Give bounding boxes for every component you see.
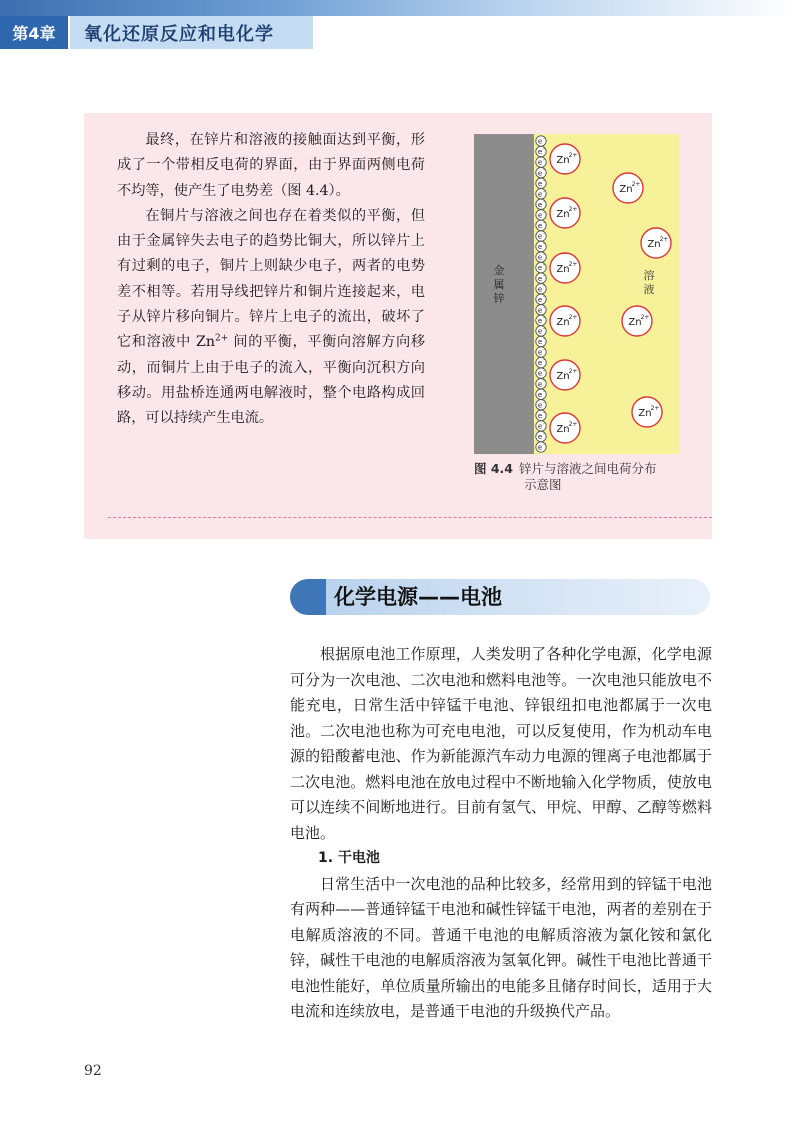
svg-text:e: e bbox=[537, 285, 543, 294]
reading-box-text bbox=[117, 128, 425, 432]
svg-text:溶: 溶 bbox=[643, 269, 655, 282]
electron bbox=[536, 431, 546, 442]
svg-text:Zn: Zn bbox=[638, 408, 652, 419]
svg-text:-: - bbox=[543, 357, 545, 364]
svg-text:Zn: Zn bbox=[556, 209, 570, 220]
svg-text:-: - bbox=[543, 441, 545, 448]
page-number: 92 bbox=[84, 1063, 102, 1079]
svg-text:-: - bbox=[543, 293, 545, 300]
svg-text:属: 属 bbox=[493, 278, 505, 291]
svg-text:-: - bbox=[543, 346, 545, 353]
reading-paragraph-1: 最终，在锌片和溶液的接触面达到平衡，形成了一个带相反电荷的界面，由于界面两侧电荷不均等，使产生了电势差（图 4.4）。 bbox=[117, 132, 425, 199]
svg-text:e: e bbox=[537, 433, 543, 442]
svg-text:e: e bbox=[537, 295, 543, 304]
svg-text:e: e bbox=[537, 380, 543, 389]
svg-text:-: - bbox=[543, 156, 545, 163]
svg-text:e: e bbox=[537, 148, 543, 157]
svg-text:e: e bbox=[537, 422, 543, 431]
zinc-ion bbox=[550, 253, 580, 283]
zinc-ion bbox=[613, 173, 643, 203]
electron bbox=[536, 199, 546, 210]
metal-zinc-label bbox=[494, 263, 505, 305]
svg-text:-: - bbox=[543, 409, 545, 416]
svg-text:e: e bbox=[537, 264, 543, 273]
svg-text:e: e bbox=[537, 222, 543, 231]
svg-text:e: e bbox=[537, 274, 543, 283]
figure-number: 图 4.4 bbox=[474, 461, 513, 476]
svg-text:-: - bbox=[543, 378, 545, 385]
svg-text:e: e bbox=[537, 169, 543, 178]
electron bbox=[536, 252, 546, 263]
electron bbox=[536, 262, 546, 273]
svg-text:-: - bbox=[543, 177, 545, 184]
electron bbox=[536, 304, 546, 315]
svg-text:-: - bbox=[543, 198, 545, 205]
main-paragraph-2: 日常生活中一次电池的品种比较多，经常用到的锌锰干电池有两种——普通锌锰干电池和碱性锌锰干电池，两者的差别在于电解质溶液的不同。普通干电池的电解质溶液为氯化铵和氯化锌，碱性干电池的电解质溶液为氢氧化钾。碱性干电池比普通干电池性能好，单位质量所输出的电能多且储存时间长，适用于大电流和连续放电，是普通干电池的升级换代产品。 bbox=[290, 874, 712, 1020]
svg-text:e: e bbox=[537, 316, 543, 325]
svg-text:Zn: Zn bbox=[647, 239, 661, 250]
svg-text:2+: 2+ bbox=[650, 405, 660, 412]
svg-text:Zn: Zn bbox=[556, 264, 570, 275]
svg-text:e: e bbox=[537, 200, 543, 209]
svg-text:2+: 2+ bbox=[631, 181, 641, 188]
section-title: 化学电源——电池 bbox=[334, 585, 502, 609]
electron bbox=[536, 294, 546, 305]
svg-text:-: - bbox=[543, 188, 545, 195]
zinc-ion bbox=[550, 360, 580, 390]
svg-text:-: - bbox=[543, 430, 545, 437]
svg-text:2+: 2+ bbox=[568, 261, 578, 268]
svg-text:2+: 2+ bbox=[568, 314, 578, 321]
electron bbox=[536, 325, 546, 336]
svg-text:2+: 2+ bbox=[568, 421, 578, 428]
reading-paragraph-2: 在铜片与溶液之间也存在着类似的平衡，但由于金属锌失去电子的趋势比铜大，所以锌片上有过剩的电子，铜片上则缺少电子，两者的电势差不相等。若用导线把锌片和铜片连接起来，电子从锌片移向铜片。锌片上电子的流出，破坏了它和溶液中 $Zn^{2+}$ 间的平衡，平衡向溶解方向移动，而铜片上由于电子的流入，平衡向沉积方向移动。用盐桥连通两电解液时，整个电路构成回路，可以持续产生电流。 bbox=[117, 207, 426, 427]
svg-text:-: - bbox=[543, 304, 545, 311]
svg-text:金: 金 bbox=[493, 264, 505, 277]
svg-text:e: e bbox=[537, 390, 543, 399]
svg-text:-: - bbox=[543, 283, 545, 290]
svg-text:-: - bbox=[543, 335, 545, 342]
svg-text:e: e bbox=[537, 359, 543, 368]
header-gradient-band bbox=[0, 0, 794, 16]
svg-text:e: e bbox=[537, 211, 543, 220]
svg-text:2+: 2+ bbox=[659, 236, 669, 243]
electron bbox=[536, 157, 546, 168]
svg-text:-: - bbox=[543, 135, 545, 142]
electron bbox=[536, 389, 546, 400]
electron bbox=[536, 136, 546, 147]
svg-text:2+: 2+ bbox=[568, 152, 578, 159]
electron bbox=[536, 357, 546, 368]
svg-text:e: e bbox=[537, 158, 543, 167]
chapter-title: 氧化还原反应和电化学 bbox=[70, 16, 313, 49]
zinc-ion bbox=[622, 306, 652, 336]
electron bbox=[536, 167, 546, 178]
charge-distribution-figure bbox=[474, 134, 679, 454]
svg-text:锌: 锌 bbox=[493, 292, 505, 305]
svg-text:-: - bbox=[543, 146, 545, 153]
figure-caption-line-1: 锌片与溶液之间电荷分布 bbox=[519, 461, 657, 476]
zinc-ion bbox=[550, 413, 580, 443]
svg-text:-: - bbox=[543, 420, 545, 427]
electron bbox=[536, 188, 546, 199]
svg-text:e: e bbox=[537, 369, 543, 378]
svg-text:e: e bbox=[537, 327, 543, 336]
electron bbox=[536, 336, 546, 347]
svg-text:-: - bbox=[543, 219, 545, 226]
electron bbox=[536, 347, 546, 358]
svg-text:e: e bbox=[537, 348, 543, 357]
zinc-ion bbox=[641, 228, 671, 258]
electron bbox=[536, 220, 546, 231]
section-title-accent bbox=[290, 579, 326, 615]
svg-text:2+: 2+ bbox=[568, 368, 578, 375]
electron bbox=[536, 230, 546, 241]
svg-text:2+: 2+ bbox=[640, 314, 650, 321]
svg-text:e: e bbox=[537, 253, 543, 262]
svg-text:-: - bbox=[543, 209, 545, 216]
svg-text:-: - bbox=[543, 325, 545, 332]
electron bbox=[536, 442, 546, 453]
electron bbox=[536, 420, 546, 431]
svg-text:-: - bbox=[543, 262, 545, 269]
zn-ion-text: $Zn^{2+}$ bbox=[196, 333, 229, 351]
svg-text:e: e bbox=[537, 232, 543, 241]
svg-text:e: e bbox=[537, 179, 543, 188]
svg-text:-: - bbox=[543, 230, 545, 237]
svg-text:e: e bbox=[537, 190, 543, 199]
svg-text:e: e bbox=[537, 137, 543, 146]
chapter-label: 第4章 bbox=[0, 16, 68, 49]
svg-text:Zn: Zn bbox=[556, 424, 570, 435]
svg-text:e: e bbox=[537, 443, 543, 452]
electron bbox=[536, 273, 546, 284]
main-text bbox=[290, 642, 712, 1025]
svg-text:-: - bbox=[543, 388, 545, 395]
reading-box-divider bbox=[108, 517, 712, 518]
svg-text:-: - bbox=[543, 251, 545, 258]
electron bbox=[536, 283, 546, 294]
zinc-ion bbox=[550, 306, 580, 336]
zinc-ion bbox=[550, 144, 580, 174]
electron bbox=[536, 178, 546, 189]
zinc-ion bbox=[550, 198, 580, 228]
figure-caption bbox=[474, 461, 694, 493]
section-title-bar bbox=[290, 579, 710, 615]
svg-text:-: - bbox=[543, 241, 545, 248]
electron bbox=[536, 410, 546, 421]
figure-caption-line-2: 示意图 bbox=[524, 477, 562, 492]
svg-text:Zn: Zn bbox=[619, 184, 633, 195]
svg-text:-: - bbox=[543, 167, 545, 174]
electron bbox=[536, 378, 546, 389]
subheading-dry-battery: 1. 干电池 bbox=[318, 850, 380, 866]
svg-text:-: - bbox=[543, 399, 545, 406]
svg-text:-: - bbox=[543, 272, 545, 279]
svg-text:Zn: Zn bbox=[628, 317, 642, 328]
svg-text:2+: 2+ bbox=[568, 206, 578, 213]
svg-text:e: e bbox=[537, 306, 543, 315]
svg-text:e: e bbox=[537, 338, 543, 347]
main-paragraph-1: 根据原电池工作原理，人类发明了各种化学电源，化学电源可分为一次电池、二次电池和燃料电池等。一次电池只能放电不能充电，日常生活中锌锰干电池、锌银纽扣电池都属于一次电池。二次电池也称为可充电电池，可以反复使用，作为机动车电源的铅酸蓄电池、作为新能源汽车动力电源的锂离子电池都属于二次电池。燃料电池在放电过程中不断地输入化学物质，使放电可以连续不间断地进行。目前有氢气、甲烷、甲醇、乙醇等燃料电池。 bbox=[290, 645, 712, 842]
electron bbox=[536, 399, 546, 410]
electron bbox=[536, 241, 546, 252]
svg-text:Zn: Zn bbox=[556, 155, 570, 166]
electron bbox=[536, 315, 546, 326]
electron bbox=[536, 368, 546, 379]
svg-text:Zn: Zn bbox=[556, 371, 570, 382]
svg-text:e: e bbox=[537, 401, 543, 410]
svg-text:e: e bbox=[537, 411, 543, 420]
svg-text:液: 液 bbox=[643, 283, 655, 296]
svg-text:e: e bbox=[537, 243, 543, 252]
svg-text:-: - bbox=[543, 314, 545, 321]
svg-text:Zn: Zn bbox=[556, 317, 570, 328]
svg-text:-: - bbox=[543, 367, 545, 374]
electron bbox=[536, 146, 546, 157]
zinc-ion bbox=[632, 397, 662, 427]
electron bbox=[536, 209, 546, 220]
